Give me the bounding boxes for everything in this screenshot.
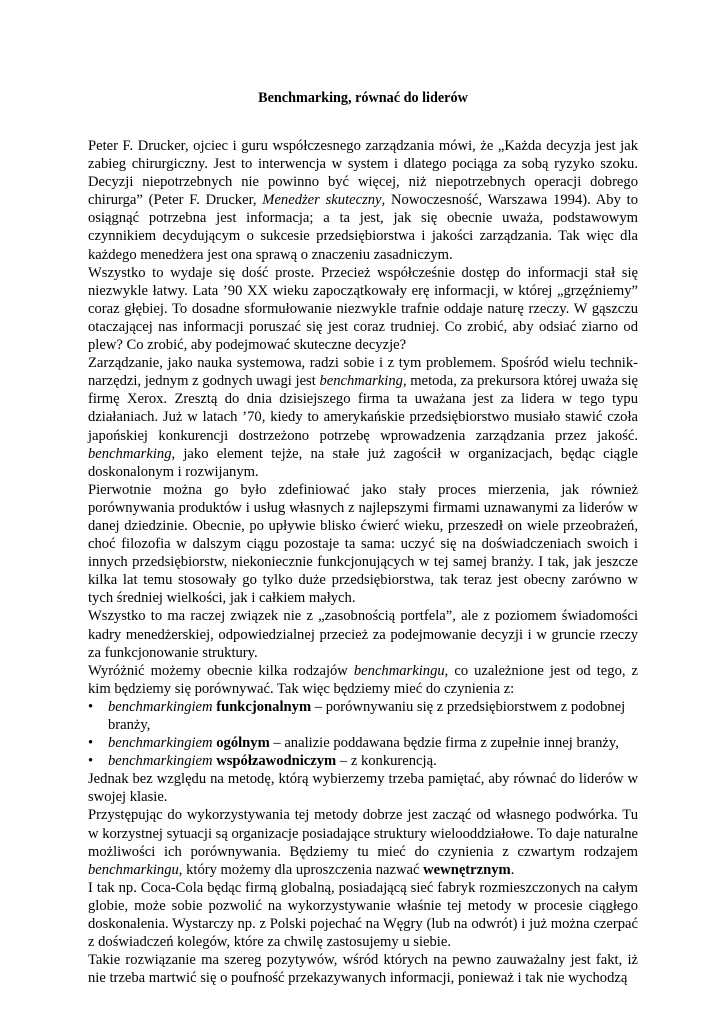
paragraph-kinds-intro — [88, 662, 638, 698]
book-title: Menedżer skuteczny — [262, 192, 382, 209]
kind-description: – analizie poddawana będzie firma z zupełnie innej branży, — [269, 735, 619, 752]
kind-label: funkcjonalnym — [216, 698, 312, 715]
term-benchmarking: benchmarking — [88, 445, 172, 462]
term-benchmarking: benchmarking — [319, 373, 403, 390]
paragraph-text: Przystępując do wykorzystywania tej metody dobrze jest zacząć od własnego podwórka. Tu w korzystnej sytuacji są organizacje posiadające struktury wielooddziałowe. To daje naturalne możliwości ich porównywania. Będziemy tu mieć do czynienia z czwartym rodzajem — [88, 807, 638, 860]
paragraph-positives: Takie rozwiązanie ma szereg pozytywów, wśród których na pewno zauważalny jest fakt, iż nie trzeba martwić się o poufność przekazywanych informacji, ponieważ i tak nie wychodzą — [88, 952, 638, 987]
kind-label: ogólnym — [216, 735, 270, 752]
paragraph-text: , jako element tejże, na stałe już zagościł w organizacjach, będąc ciągle doskonalonym i rozwijanym. — [88, 445, 638, 480]
kind-label: wewnętrznym — [423, 861, 511, 878]
kind-label: współzawodniczym — [216, 753, 337, 770]
document-title: Benchmarking, równać do liderów — [258, 90, 468, 106]
paragraph-text: Peter F. Drucker, ojciec i guru współczesnego zarządzania mówi, że „Każda decyzja jest jak zabieg chirurgiczny. Jest to interwencja w system i dlatego pociąga za sobą ryzyko szoku. Decyzji niepotrzebnych nie powinno być więcej, niż niepotrzebnych operacji dobrego chirurga” (Peter F. Drucker, — [88, 138, 638, 209]
list-item — [88, 734, 638, 752]
paragraph-internal — [88, 806, 638, 878]
paragraph-coca-cola: I tak np. Coca-Cola będąc firmą globalną, posiadającą sieć fabryk rozmieszczonych na całym globie, może sobie pozwolić na wykorzystywanie właśnie tej metody w procesie ciągłego doskonalenia. Wystarczy np. z Polski pojechać na Węgry (lub na odwrót) i już można czerpać z doświadczeń kolegów, które za chwilę zastosujemy u siebie. — [88, 879, 638, 951]
term-benchmarkingu: benchmarkingu — [88, 861, 179, 878]
document-body — [88, 137, 638, 987]
list-item — [88, 698, 638, 734]
paragraph-text: , metoda, za prekursora której uważa się firmę Xerox. Zresztą do dnia dzisiejszego firma ta uważana jest za lidera w tego typu działaniach. Już w latach ’70, kiedy to amerykańskie przedsiębiorstwo musiało stawić czoła japońskiej konkurencji dostrzeżono potrzebę wprowadzenia zarządzania przez jakość. — [88, 373, 638, 444]
bullet-marker: • — [88, 698, 94, 715]
term-benchmarkingiem: benchmarkingiem — [108, 753, 213, 770]
paragraph-definition: Pierwotnie można go było zdefiniować jako stały proces mierzenia, jak również porównywania produktów i usług własnych z najlepszymi firmami uznawanymi za liderów w danej dziedzinie. Obecnie, po upływie blisko ćwierć wieku, przeszedł on wiele przeobrażeń, choć filozofia w dalszym ciągu pozostaje ta sama: uczyć się na doświadczeniach swoich i innych przedsiębiorstw, niekoniecznie funkcjonujących w tej samej branży. I tak, jak jeszcze kilka lat temu stosowały go tylko duże przedsiębiorstwa, tak teraz jest obecny zarówno w tych średniej wielkości, jak i całkiem małych. — [88, 481, 638, 607]
list-item — [88, 752, 638, 770]
paragraph-text: , Nowoczesność, Warszawa 1994). Aby to osiągnąć potrzebna jest informacja; a ta jest, jak się obecnie uważa, podstawowym czynnikiem decydującym o sukcesie przedsiębiorstwa i jakości zarządzania. Tak więc dla każdego menedżera jest ona sprawą o znaczeniu zasadniczym. — [88, 192, 639, 263]
paragraph-text: , co uzależnione jest od tego, z kim będziemy się porównywać. Tak więc będziemy mieć do czynienia z: — [88, 662, 639, 697]
paragraph-text: , który możemy dla uproszczenia nazwać — [178, 861, 424, 878]
paragraph-awareness: Wszystko to ma raczej związek nie z „zasobnością portfela”, ale z poziomem świadomości kadry menedżerskiej, odpowiedzialnej przecież za podejmowanie decyzji i w gruncie rzeczy za funkcjonowanie struktury. — [88, 608, 638, 661]
term-benchmarkingu: benchmarkingu — [353, 662, 445, 679]
paragraph-text: . — [510, 861, 515, 878]
bullet-marker: • — [88, 753, 94, 770]
kind-description: – porównywaniu się z przedsiębiorstwem z podobnej branży, — [108, 698, 626, 733]
paragraph-benchmarking-origin — [88, 354, 638, 481]
paragraph-leaders: Jednak bez względu na metodę, którą wybierzemy trzeba pamiętać, aby równać do liderów w swojej klasie. — [88, 771, 638, 806]
term-benchmarkingiem: benchmarkingiem — [108, 698, 213, 715]
paragraph-information-era: Wszystko to wydaje się dość proste. Przecież współcześnie dostęp do informacji stał się niezwykle łatwy. Lata ’90 XX wieku zapoczątkowały erę informacji, w której „grzęźniemy” coraz głębiej. To dosadne sformułowanie niezwykle trafnie oddaje naturę rzeczy. W gąszczu otaczającej nas informacji poruszać się jest coraz trudniej. Co zrobić, aby odsiać ziarno od plew? Co zrobić, aby podejmować skuteczne decyzje? — [88, 264, 638, 354]
benchmarking-kinds-list — [88, 698, 638, 770]
bullet-marker: • — [88, 735, 94, 752]
kind-description: – z konkurencją. — [336, 753, 437, 770]
term-benchmarkingiem: benchmarkingiem — [108, 735, 213, 752]
paragraph-drucker-quote — [88, 137, 638, 264]
paragraph-text: Zarządzanie, jako nauka systemowa, radzi sobie i z tym problemem. Spośród wielu technik-narzędzi, jednym z godnych uwagi jest — [88, 355, 638, 390]
paragraph-text: Wyróżnić możemy obecnie kilka rodzajów — [88, 662, 354, 679]
